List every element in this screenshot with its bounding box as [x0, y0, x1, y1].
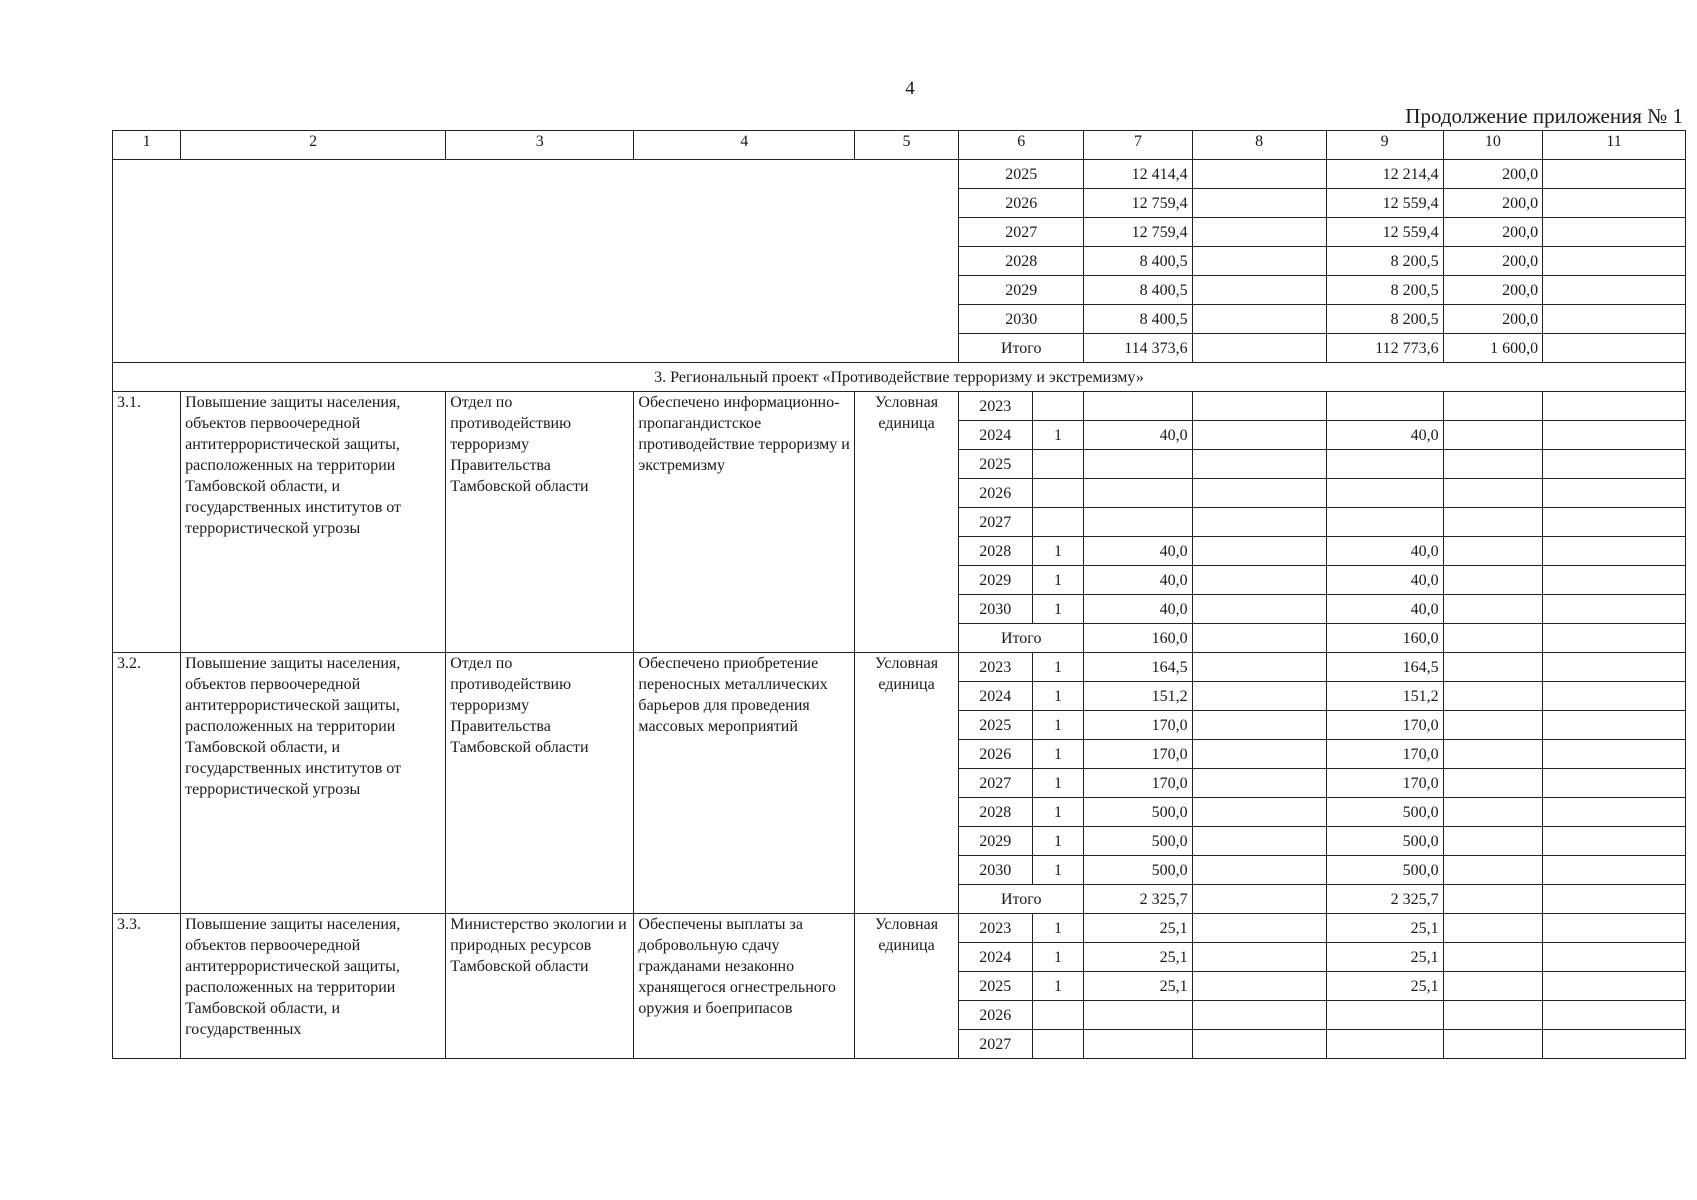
col10-cell [1443, 392, 1543, 421]
col11-cell [1543, 856, 1686, 885]
col7-cell: 151,2 [1084, 682, 1192, 711]
col7-cell: 12 414,4 [1084, 160, 1192, 189]
col11-cell [1543, 740, 1686, 769]
col11-cell [1543, 450, 1686, 479]
col10-cell: 200,0 [1443, 218, 1543, 247]
col9-cell [1326, 479, 1443, 508]
col8-cell [1192, 276, 1326, 305]
column-header-9: 9 [1326, 131, 1443, 160]
column-header-10: 10 [1443, 131, 1543, 160]
col10-cell [1443, 508, 1543, 537]
col9-cell: 40,0 [1326, 566, 1443, 595]
col11-cell [1543, 218, 1686, 247]
col10-cell [1443, 595, 1543, 624]
col8-cell [1192, 914, 1326, 943]
quantity-cell [1032, 392, 1084, 421]
item-name: Повышение защиты населения, объектов первоочередной антитеррористической защиты, расположенных на территории Тамбовской области, и государственных институтов от террористической угрозы [181, 653, 446, 914]
item-name: Повышение защиты населения, объектов первоочередной антитеррористической защиты, расположенных на территории Тамбовской области, и государственных институтов от террористической угрозы [181, 392, 446, 653]
col9-cell: 40,0 [1326, 595, 1443, 624]
quantity-cell: 1 [1032, 711, 1084, 740]
col11-cell [1543, 334, 1686, 363]
col8-cell [1192, 885, 1326, 914]
col8-cell [1192, 769, 1326, 798]
col9-cell [1326, 1001, 1443, 1030]
col7-cell [1084, 479, 1192, 508]
col8-cell [1192, 1001, 1326, 1030]
col9-cell: 170,0 [1326, 711, 1443, 740]
quantity-cell: 1 [1032, 943, 1084, 972]
col8-cell [1192, 392, 1326, 421]
col11-cell [1543, 566, 1686, 595]
col11-cell [1543, 798, 1686, 827]
quantity-cell: 1 [1032, 566, 1084, 595]
col9-cell [1326, 392, 1443, 421]
col8-cell [1192, 218, 1326, 247]
col9-cell: 25,1 [1326, 972, 1443, 1001]
col9-cell: 25,1 [1326, 943, 1443, 972]
col9-cell [1326, 1030, 1443, 1059]
col7-cell [1084, 450, 1192, 479]
col7-cell: 12 759,4 [1084, 218, 1192, 247]
item-executor: Министерство экологии и природных ресурсов Тамбовской области [446, 914, 634, 1059]
col8-cell [1192, 972, 1326, 1001]
col11-cell [1543, 624, 1686, 653]
col11-cell [1543, 392, 1686, 421]
quantity-cell: 1 [1032, 856, 1084, 885]
col10-cell [1443, 885, 1543, 914]
continuation-label: Продолжение приложения № 1 [1405, 104, 1683, 128]
quantity-cell: 1 [1032, 653, 1084, 682]
col8-cell [1192, 479, 1326, 508]
col9-cell [1326, 508, 1443, 537]
col10-cell: 200,0 [1443, 189, 1543, 218]
quantity-cell: 1 [1032, 914, 1084, 943]
col7-cell: 164,5 [1084, 653, 1192, 682]
col11-cell [1543, 595, 1686, 624]
col7-cell: 114 373,6 [1084, 334, 1192, 363]
col9-cell: 12 214,4 [1326, 160, 1443, 189]
blank-merged-cell [113, 160, 959, 363]
column-header-4: 4 [634, 131, 855, 160]
col8-cell [1192, 450, 1326, 479]
col7-cell: 40,0 [1084, 566, 1192, 595]
col10-cell [1443, 653, 1543, 682]
col9-cell: 500,0 [1326, 798, 1443, 827]
year-cell: 2025 [958, 972, 1032, 1001]
year-cell: 2027 [958, 218, 1083, 247]
col8-cell [1192, 624, 1326, 653]
quantity-cell [1032, 1001, 1084, 1030]
year-cell: 2029 [958, 276, 1083, 305]
col10-cell [1443, 1030, 1543, 1059]
header-row [113, 131, 1686, 160]
col10-cell: 200,0 [1443, 276, 1543, 305]
col10-cell [1443, 479, 1543, 508]
quantity-cell: 1 [1032, 421, 1084, 450]
year-cell: 2028 [958, 537, 1032, 566]
col9-cell: 170,0 [1326, 740, 1443, 769]
year-cell: 2027 [958, 769, 1032, 798]
col9-cell: 2 325,7 [1326, 885, 1443, 914]
quantity-cell [1032, 508, 1084, 537]
col8-cell [1192, 566, 1326, 595]
year-cell: 2030 [958, 595, 1032, 624]
appendix-table [112, 130, 1686, 1059]
column-header-6: 6 [958, 131, 1083, 160]
col7-cell [1084, 392, 1192, 421]
col7-cell: 12 759,4 [1084, 189, 1192, 218]
col7-cell [1084, 1030, 1192, 1059]
col9-cell: 500,0 [1326, 856, 1443, 885]
col9-cell: 12 559,4 [1326, 218, 1443, 247]
quantity-cell [1032, 479, 1084, 508]
item-unit: Условная единица [855, 914, 959, 1059]
item-executor: Отдел по противодействию терроризму Правительства Тамбовской области [446, 653, 634, 914]
col7-cell: 500,0 [1084, 856, 1192, 885]
col10-cell [1443, 682, 1543, 711]
col8-cell [1192, 798, 1326, 827]
col11-cell [1543, 305, 1686, 334]
total-label: Итого [958, 624, 1083, 653]
col11-cell [1543, 421, 1686, 450]
col10-cell: 200,0 [1443, 305, 1543, 334]
quantity-cell: 1 [1032, 537, 1084, 566]
col11-cell [1543, 276, 1686, 305]
col8-cell [1192, 827, 1326, 856]
year-cell: 2025 [958, 160, 1083, 189]
col7-cell: 170,0 [1084, 769, 1192, 798]
col8-cell [1192, 653, 1326, 682]
col10-cell [1443, 943, 1543, 972]
col11-cell [1543, 827, 1686, 856]
quantity-cell: 1 [1032, 769, 1084, 798]
item-result: Обеспечено приобретение переносных металлических барьеров для проведения массовых мероприятий [634, 653, 855, 914]
col11-cell [1543, 1030, 1686, 1059]
quantity-cell: 1 [1032, 595, 1084, 624]
col11-cell [1543, 972, 1686, 1001]
col11-cell [1543, 160, 1686, 189]
year-cell: 2030 [958, 305, 1083, 334]
col11-cell [1543, 943, 1686, 972]
col11-cell [1543, 247, 1686, 276]
col8-cell [1192, 595, 1326, 624]
year-cell: 2028 [958, 247, 1083, 276]
year-cell: 2026 [958, 740, 1032, 769]
col10-cell: 1 600,0 [1443, 334, 1543, 363]
col9-cell [1326, 450, 1443, 479]
col9-cell: 151,2 [1326, 682, 1443, 711]
year-cell: 2024 [958, 421, 1032, 450]
year-cell: 2028 [958, 798, 1032, 827]
col7-cell [1084, 508, 1192, 537]
column-header-5: 5 [855, 131, 959, 160]
col7-cell: 25,1 [1084, 914, 1192, 943]
col11-cell [1543, 711, 1686, 740]
quantity-cell [1032, 1030, 1084, 1059]
year-cell: 2030 [958, 856, 1032, 885]
year-cell: 2023 [958, 653, 1032, 682]
col10-cell [1443, 856, 1543, 885]
item-result: Обеспечено информационно-пропагандистское противодействие терроризму и экстремизму [634, 392, 855, 653]
total-label: Итого [958, 885, 1083, 914]
col11-cell [1543, 769, 1686, 798]
table-row [113, 392, 1686, 421]
col7-cell: 500,0 [1084, 827, 1192, 856]
col9-cell: 40,0 [1326, 421, 1443, 450]
col8-cell [1192, 943, 1326, 972]
year-cell: Итого [958, 334, 1083, 363]
col8-cell [1192, 421, 1326, 450]
table-row [113, 914, 1686, 943]
year-cell: 2029 [958, 566, 1032, 595]
col11-cell [1543, 885, 1686, 914]
year-cell: 2026 [958, 189, 1083, 218]
col10-cell [1443, 914, 1543, 943]
col7-cell: 170,0 [1084, 740, 1192, 769]
quantity-cell: 1 [1032, 972, 1084, 1001]
col10-cell: 200,0 [1443, 160, 1543, 189]
item-executor: Отдел по противодействию терроризму Правительства Тамбовской области [446, 392, 634, 653]
item-number: 3.2. [113, 653, 181, 914]
year-cell: 2027 [958, 508, 1032, 537]
quantity-cell: 1 [1032, 798, 1084, 827]
col10-cell [1443, 740, 1543, 769]
col8-cell [1192, 160, 1326, 189]
year-cell: 2025 [958, 711, 1032, 740]
col8-cell [1192, 537, 1326, 566]
col9-cell: 12 559,4 [1326, 189, 1443, 218]
col10-cell: 200,0 [1443, 247, 1543, 276]
year-cell: 2023 [958, 392, 1032, 421]
col11-cell [1543, 914, 1686, 943]
year-cell: 2024 [958, 943, 1032, 972]
col9-cell: 8 200,5 [1326, 305, 1443, 334]
col10-cell [1443, 537, 1543, 566]
year-cell: 2026 [958, 1001, 1032, 1030]
column-header-1: 1 [113, 131, 181, 160]
col10-cell [1443, 827, 1543, 856]
col10-cell [1443, 450, 1543, 479]
col9-cell: 40,0 [1326, 537, 1443, 566]
col9-cell: 112 773,6 [1326, 334, 1443, 363]
col8-cell [1192, 334, 1326, 363]
year-cell: 2029 [958, 827, 1032, 856]
col7-cell: 40,0 [1084, 537, 1192, 566]
column-header-2: 2 [181, 131, 446, 160]
col10-cell [1443, 1001, 1543, 1030]
col11-cell [1543, 189, 1686, 218]
col9-cell: 170,0 [1326, 769, 1443, 798]
quantity-cell: 1 [1032, 827, 1084, 856]
col7-cell: 40,0 [1084, 421, 1192, 450]
col7-cell: 2 325,7 [1084, 885, 1192, 914]
col7-cell: 8 400,5 [1084, 276, 1192, 305]
page-number: 4 [905, 78, 915, 99]
col11-cell [1543, 653, 1686, 682]
item-result: Обеспечены выплаты за добровольную сдачу гражданами незаконно хранящегося огнестрельного оружия и боеприпасов [634, 914, 855, 1059]
col7-cell: 500,0 [1084, 798, 1192, 827]
col10-cell [1443, 798, 1543, 827]
col7-cell: 8 400,5 [1084, 247, 1192, 276]
section-title: 3. Региональный проект «Противодействие терроризму и экстремизму» [113, 363, 1686, 392]
column-header-8: 8 [1192, 131, 1326, 160]
year-cell: 2026 [958, 479, 1032, 508]
col8-cell [1192, 247, 1326, 276]
year-cell: 2027 [958, 1030, 1032, 1059]
col8-cell [1192, 682, 1326, 711]
col8-cell [1192, 1030, 1326, 1059]
col9-cell: 164,5 [1326, 653, 1443, 682]
item-unit: Условная единица [855, 653, 959, 914]
col8-cell [1192, 189, 1326, 218]
col11-cell [1543, 1001, 1686, 1030]
col7-cell: 8 400,5 [1084, 305, 1192, 334]
column-header-3: 3 [446, 131, 634, 160]
item-name: Повышение защиты населения, объектов первоочередной антитеррористической защиты, расположенных на территории Тамбовской области, и государственных [181, 914, 446, 1059]
col11-cell [1543, 682, 1686, 711]
table-row [113, 653, 1686, 682]
col9-cell: 8 200,5 [1326, 247, 1443, 276]
col9-cell: 160,0 [1326, 624, 1443, 653]
col10-cell [1443, 421, 1543, 450]
col8-cell [1192, 856, 1326, 885]
table-row [113, 160, 1686, 189]
col9-cell: 500,0 [1326, 827, 1443, 856]
col7-cell: 40,0 [1084, 595, 1192, 624]
col8-cell [1192, 508, 1326, 537]
col7-cell: 170,0 [1084, 711, 1192, 740]
col10-cell [1443, 711, 1543, 740]
col11-cell [1543, 479, 1686, 508]
col8-cell [1192, 711, 1326, 740]
col10-cell [1443, 769, 1543, 798]
year-cell: 2023 [958, 914, 1032, 943]
col10-cell [1443, 566, 1543, 595]
col7-cell: 25,1 [1084, 943, 1192, 972]
item-number: 3.1. [113, 392, 181, 653]
column-header-7: 7 [1084, 131, 1192, 160]
col7-cell: 160,0 [1084, 624, 1192, 653]
year-cell: 2024 [958, 682, 1032, 711]
col7-cell: 25,1 [1084, 972, 1192, 1001]
col11-cell [1543, 537, 1686, 566]
col10-cell [1443, 624, 1543, 653]
col8-cell [1192, 740, 1326, 769]
col7-cell [1084, 1001, 1192, 1030]
item-number: 3.3. [113, 914, 181, 1059]
col11-cell [1543, 508, 1686, 537]
column-header-11: 11 [1543, 131, 1686, 160]
col9-cell: 8 200,5 [1326, 276, 1443, 305]
quantity-cell: 1 [1032, 740, 1084, 769]
section-row [113, 363, 1686, 392]
quantity-cell [1032, 450, 1084, 479]
col8-cell [1192, 305, 1326, 334]
year-cell: 2025 [958, 450, 1032, 479]
col9-cell: 25,1 [1326, 914, 1443, 943]
item-unit: Условная единица [855, 392, 959, 653]
quantity-cell: 1 [1032, 682, 1084, 711]
col10-cell [1443, 972, 1543, 1001]
